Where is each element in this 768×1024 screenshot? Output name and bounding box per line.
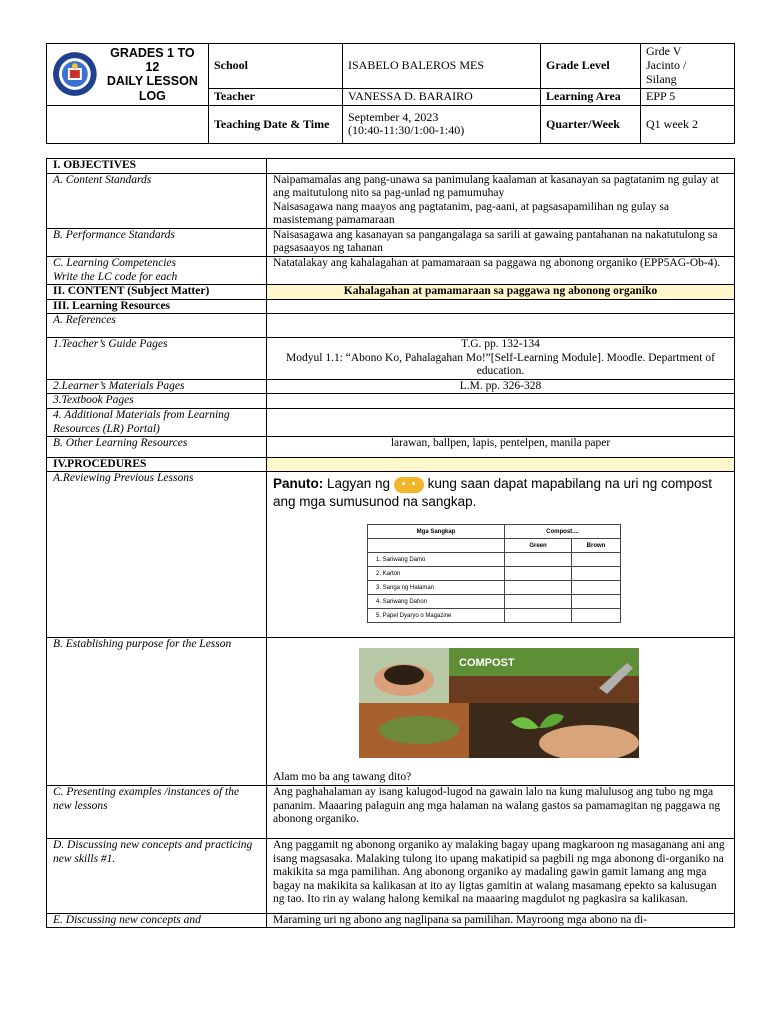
reviewing-lessons-label: A.Reviewing Previous Lessons <box>47 472 267 638</box>
table-row <box>47 159 735 174</box>
learning-area-label: Learning Area <box>541 89 641 106</box>
establishing-purpose-label: B. Establishing purpose for the Lesson <box>47 638 267 786</box>
additional-materials-label: 4. Additional Materials from Learning Resources (LR) Portal) <box>47 409 267 437</box>
content-heading: II. CONTENT (Subject Matter) <box>47 285 267 300</box>
compost-col-ingredients: Mga Sangkap <box>368 525 505 539</box>
table-row <box>47 379 735 394</box>
teacher-label: Teacher <box>209 89 343 106</box>
discussing-concepts-1-label: D. Discussing new concepts and practicing new skills #1. <box>47 838 267 913</box>
compost-photo-collage <box>359 648 639 758</box>
lesson-log-table <box>46 158 735 928</box>
other-resources-label: B. Other Learning Resources <box>47 437 267 458</box>
content-standards-label: A. Content Standards <box>47 173 267 228</box>
compost-col-green: Green <box>505 539 572 553</box>
title-cell <box>47 44 209 106</box>
teacher-value: VANESSA D. BARAIRO <box>343 89 541 106</box>
discussing-concepts-1-text: Ang paggamit ng abonong organiko ay malaking bagay upang magkaroon ng masaganang ani ang isang magsasaka. Malaking tulong ito upang makatipid sa pagbili ng mga abonong di-organiko na makikita sa mga pamilihan. Ang abonong organiko ay madaling gawin gamit lamang ang mga bagay na makikita sa kalikasan at ito ay ligtas gamitin at walang masamang epekto sa kalusugan ng tao. Ito rin ay walang halong kemikal na maaaring magdulot ng pagkasira sa kalikasan. <box>267 838 735 913</box>
table-row <box>47 285 735 300</box>
learning-competencies-text: Natatalakay ang kahalagahan at pamamaraan sa paggawa ng abonong organiko (EPP5AG-Ob-4). <box>267 256 735 284</box>
deped-seal-logo <box>52 51 98 97</box>
compost-col-compost: Compost.... <box>505 525 621 539</box>
table-row: 3. Sanga ng Halaman <box>368 581 621 595</box>
learning-area-value: EPP 5 <box>641 89 735 106</box>
table-row: 2. Karton <box>368 567 621 581</box>
table-row <box>47 786 735 839</box>
content-standards-text: Naipamamalas ang pang-unawa sa panimulang kaalaman at kasanayan sa pagtatanim ng gulay at ang maitutulong nito sa pag-unlad ng pamumuhay Naisasagawa nang maayos ang pagtatanim, pag-aani, at pagsasapamilihan ng gulay sa masistemang pamamaraan <box>267 173 735 228</box>
presenting-examples-label: C. Presenting examples /instances of the new lessons <box>47 786 267 839</box>
header-table <box>46 43 735 144</box>
learning-resources-heading: III. Learning Resources <box>47 299 267 314</box>
performance-standards-label: B. Performance Standards <box>47 228 267 256</box>
quarter-week-label: Quarter/Week <box>541 105 641 143</box>
quarter-week-value: Q1 week 2 <box>641 105 735 143</box>
table-row <box>47 838 735 913</box>
establishing-purpose-content <box>267 638 735 786</box>
objectives-heading: I. OBJECTIVES <box>47 159 267 174</box>
table-row <box>47 638 735 786</box>
discussing-concepts-2-label: E. Discussing new concepts and <box>47 913 267 928</box>
table-row <box>47 256 735 284</box>
textbook-pages-label: 3.Textbook Pages <box>47 394 267 409</box>
table-row <box>47 437 735 458</box>
teachers-guide-label: 1.Teacher’s Guide Pages <box>47 338 267 380</box>
table-row <box>47 472 735 638</box>
teaching-date-label: Teaching Date & Time <box>209 105 343 143</box>
learners-materials-label: 2.Learner’s Materials Pages <box>47 379 267 394</box>
references-label: A. References <box>47 314 267 338</box>
smiley-icon <box>394 477 424 493</box>
other-resources-text: larawan, ballpen, lapis, pentelpen, manila paper <box>267 437 735 458</box>
page-title: GRADES 1 TO 12 DAILY LESSON LOG <box>106 45 198 103</box>
table-row: 1. Sariwang Damo <box>368 553 621 567</box>
teaching-date-value: September 4, 2023 (10:40-11:30/1:00-1:40) <box>343 105 541 143</box>
table-row <box>47 173 735 228</box>
procedures-heading: IV.PROCEDURES <box>47 457 267 472</box>
compost-col-brown: Brown <box>572 539 621 553</box>
table-row <box>47 228 735 256</box>
establishing-purpose-question: Alam mo ba ang tawang dito? <box>273 770 412 783</box>
teachers-guide-text: T.G. pp. 132-134 Modyul 1.1: “Abono Ko, Pahalagahan Mo!”[Self-Learning Module]. Moodle. Department of education. <box>267 338 735 380</box>
performance-standards-text: Naisasagawa ang kasanayan sa pangangalaga sa sarili at gawaing pantahanan na nakatutulong sa pagsasaayos ng tahanan <box>267 228 735 256</box>
discussing-concepts-2-text: Maraming uri ng abono ang naglipana sa pamilihan. Mayroong mga abono na di- <box>267 913 735 928</box>
table-row <box>47 457 735 472</box>
grade-level-value: Grde V Jacinto / Silang <box>641 44 735 89</box>
school-label: School <box>209 44 343 89</box>
title-cell-continued <box>47 105 209 143</box>
procedures-highlight <box>267 457 735 472</box>
learning-competencies-label: C. Learning Competencies Write the LC code for each <box>47 256 267 284</box>
reviewing-lessons-content <box>267 472 735 638</box>
table-row <box>47 338 735 380</box>
table-row <box>47 913 735 928</box>
school-value: ISABELO BALEROS MES <box>343 44 541 89</box>
table-row <box>47 394 735 409</box>
table-row <box>47 314 735 338</box>
table-row <box>47 299 735 314</box>
table-row <box>47 409 735 437</box>
content-subject-matter: Kahalagahan at pamamaraan sa paggawa ng abonong organiko <box>267 285 735 300</box>
table-row: 4. Sariwang Dahon <box>368 595 621 609</box>
table-row: 5. Papel Dyaryo o Magazine <box>368 609 621 623</box>
compost-table <box>367 524 621 623</box>
panuto-instruction: Panuto: Lagyan ng kung saan dapat mapabilang na uri ng compost ang mga sumusunod na sangkap. <box>273 476 713 509</box>
grade-level-label: Grade Level <box>541 44 641 89</box>
learners-materials-text: L.M. pp. 326-328 <box>267 379 735 394</box>
presenting-examples-text: Ang paghahalaman ay isang kalugod-lugod na gawain lalo na kung malulusog ang tubo ng mga pananim. Maaaring palaguin ang mga halaman na walang gastos sa pamamagitan ng paggawa ng abonong organiko. <box>267 786 735 839</box>
compost-photo-label: COMPOST <box>459 657 515 670</box>
